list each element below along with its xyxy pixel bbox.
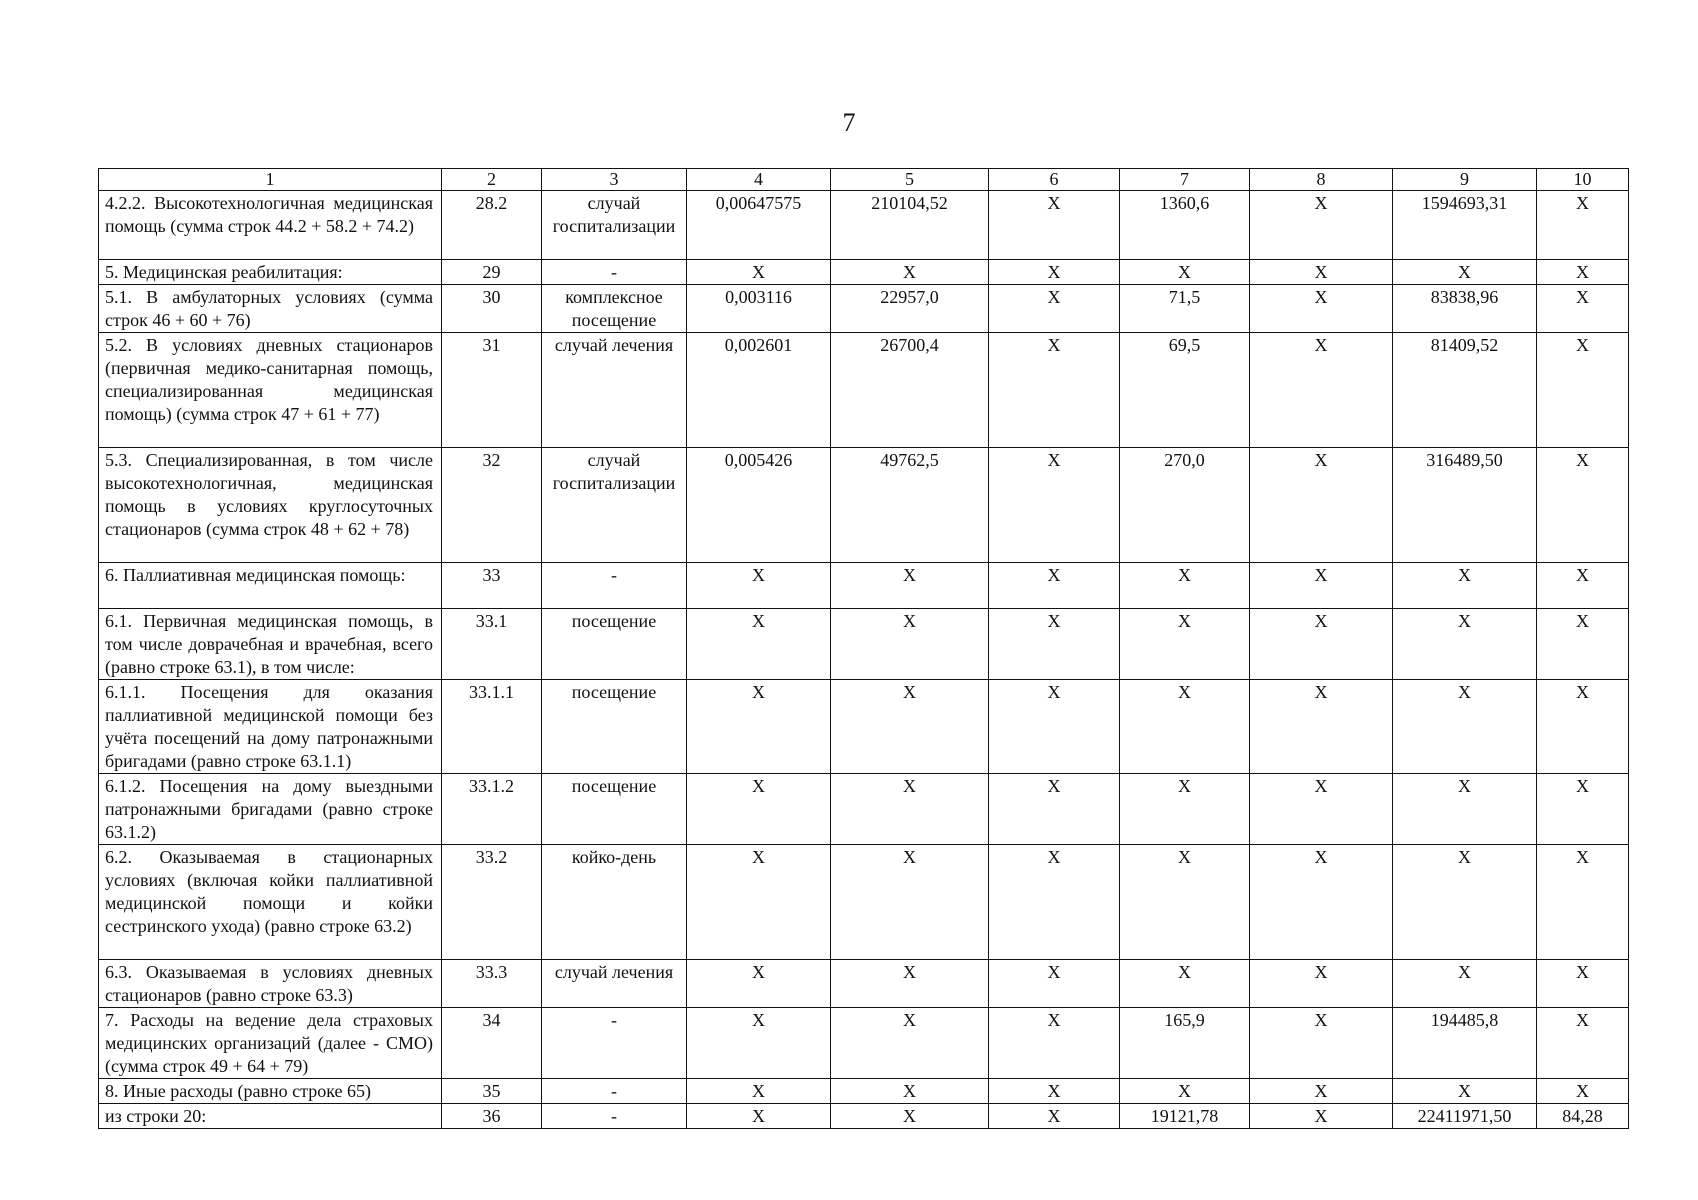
table-cell: X xyxy=(1120,960,1250,1008)
table-row xyxy=(99,1104,1629,1129)
table-cell: X xyxy=(989,1008,1120,1079)
table-cell: X xyxy=(989,1104,1120,1129)
table-cell: X xyxy=(1250,448,1393,563)
column-header: 9 xyxy=(1393,169,1537,191)
unit-cell: случай госпитализации xyxy=(542,191,687,260)
table-cell: X xyxy=(1250,960,1393,1008)
table-cell: X xyxy=(1120,680,1250,774)
row-label: 6.2. Оказываемая в стационарных условиях (включая койки паллиативной медицинской помощи и койки сестринского ухода) (равно строке 63.2) xyxy=(99,845,442,960)
column-header: 10 xyxy=(1537,169,1629,191)
table-cell: X xyxy=(687,680,831,774)
unit-cell: комплексное посещение xyxy=(542,285,687,333)
table-cell: X xyxy=(1537,845,1629,960)
table-cell: X xyxy=(687,1104,831,1129)
table-cell: 0,00647575 xyxy=(687,191,831,260)
column-header: 8 xyxy=(1250,169,1393,191)
column-header: 4 xyxy=(687,169,831,191)
table-cell: X xyxy=(1537,774,1629,845)
row-number: 36 xyxy=(442,1104,542,1129)
table-cell: X xyxy=(1250,285,1393,333)
row-label: 4.2.2. Высокотехнологичная медицинская помощь (сумма строк 44.2 + 58.2 + 74.2) xyxy=(99,191,442,260)
table-cell: X xyxy=(687,845,831,960)
table-cell: 194485,8 xyxy=(1393,1008,1537,1079)
row-number: 34 xyxy=(442,1008,542,1079)
table-cell: X xyxy=(1120,260,1250,285)
table-cell: X xyxy=(1250,609,1393,680)
row-label: 6. Паллиативная медицинская помощь: xyxy=(99,563,442,609)
table-cell: X xyxy=(1537,191,1629,260)
table-cell: X xyxy=(989,845,1120,960)
table-cell: X xyxy=(989,448,1120,563)
table-cell: X xyxy=(1393,845,1537,960)
table-cell: X xyxy=(989,285,1120,333)
row-number: 33.1 xyxy=(442,609,542,680)
table-cell: X xyxy=(831,1008,989,1079)
table-cell: 81409,52 xyxy=(1393,333,1537,448)
unit-cell: - xyxy=(542,1008,687,1079)
column-header: 5 xyxy=(831,169,989,191)
table-cell: X xyxy=(1250,260,1393,285)
row-label: 5.3. Специализированная, в том числе высокотехнологичная, медицинская помощь в условиях круглосуточных стационаров (сумма строк 48 + 62 + 78) xyxy=(99,448,442,563)
unit-cell: случай лечения xyxy=(542,960,687,1008)
table-cell: X xyxy=(687,563,831,609)
table-cell: X xyxy=(831,1079,989,1104)
unit-cell: - xyxy=(542,1079,687,1104)
table-cell: X xyxy=(1120,774,1250,845)
table-row xyxy=(99,960,1629,1008)
table-cell: X xyxy=(831,609,989,680)
table-cell: X xyxy=(831,260,989,285)
row-number: 33.1.2 xyxy=(442,774,542,845)
table-cell: 49762,5 xyxy=(831,448,989,563)
table-cell: X xyxy=(1537,563,1629,609)
table-cell: 69,5 xyxy=(1120,333,1250,448)
table-cell: X xyxy=(687,260,831,285)
table-cell: X xyxy=(831,680,989,774)
table-cell: X xyxy=(831,563,989,609)
table-cell: X xyxy=(1250,563,1393,609)
column-header: 2 xyxy=(442,169,542,191)
table-cell: 19121,78 xyxy=(1120,1104,1250,1129)
table-cell: X xyxy=(989,333,1120,448)
table-row xyxy=(99,774,1629,845)
data-table xyxy=(98,168,1629,1129)
column-header: 7 xyxy=(1120,169,1250,191)
table-cell: X xyxy=(989,1079,1120,1104)
table-cell: 270,0 xyxy=(1120,448,1250,563)
table-cell: 1360,6 xyxy=(1120,191,1250,260)
unit-cell: - xyxy=(542,1104,687,1129)
table-cell: X xyxy=(989,774,1120,845)
table-cell: 0,005426 xyxy=(687,448,831,563)
table-cell: X xyxy=(1250,1104,1393,1129)
table-cell: 210104,52 xyxy=(831,191,989,260)
table-cell: 316489,50 xyxy=(1393,448,1537,563)
row-label: 5.1. В амбулаторных условиях (сумма строк 46 + 60 + 76) xyxy=(99,285,442,333)
table-cell: X xyxy=(1250,1008,1393,1079)
unit-cell: койко-день xyxy=(542,845,687,960)
row-label: 8. Иные расходы (равно строке 65) xyxy=(99,1079,442,1104)
row-number: 29 xyxy=(442,260,542,285)
table-cell: X xyxy=(1393,563,1537,609)
row-number: 33 xyxy=(442,563,542,609)
table-cell: X xyxy=(989,609,1120,680)
row-label: из строки 20: xyxy=(99,1104,442,1129)
table-row xyxy=(99,1079,1629,1104)
table-cell: X xyxy=(1393,609,1537,680)
table-cell: X xyxy=(687,609,831,680)
table-row xyxy=(99,260,1629,285)
table-cell: X xyxy=(1120,1079,1250,1104)
column-header: 1 xyxy=(99,169,442,191)
table-cell: X xyxy=(1537,448,1629,563)
row-label: 5.2. В условиях дневных стационаров (первичная медико-санитарная помощь, специализированная медицинская помощь) (сумма строк 47 + 61 + 77) xyxy=(99,333,442,448)
row-label: 6.1. Первичная медицинская помощь, в том числе доврачебная и врачебная, всего (равно строке 63.1), в том числе: xyxy=(99,609,442,680)
unit-cell: посещение xyxy=(542,609,687,680)
table-cell: X xyxy=(1120,609,1250,680)
table-cell: 1594693,31 xyxy=(1393,191,1537,260)
table-row xyxy=(99,845,1629,960)
unit-cell: посещение xyxy=(542,680,687,774)
table-cell: X xyxy=(989,260,1120,285)
table-cell: 22411971,50 xyxy=(1393,1104,1537,1129)
row-number: 33.2 xyxy=(442,845,542,960)
table-cell: X xyxy=(831,774,989,845)
table-cell: 0,002601 xyxy=(687,333,831,448)
table-cell: 83838,96 xyxy=(1393,285,1537,333)
table-cell: X xyxy=(1393,260,1537,285)
row-label: 6.1.1. Посещения для оказания паллиативной медицинской помощи без учёта посещений на дому патронажными бригадами (равно строке 63.1.1) xyxy=(99,680,442,774)
table-row xyxy=(99,563,1629,609)
unit-cell: - xyxy=(542,260,687,285)
unit-cell: случай госпитализации xyxy=(542,448,687,563)
table-cell: X xyxy=(1250,1079,1393,1104)
unit-cell: случай лечения xyxy=(542,333,687,448)
row-label: 7. Расходы на ведение дела страховых медицинских организаций (далее - СМО) (сумма строк 49 + 64 + 79) xyxy=(99,1008,442,1079)
table-row xyxy=(99,609,1629,680)
table-cell: X xyxy=(1250,845,1393,960)
row-label: 6.1.2. Посещения на дому выездными патронажными бригадами (равно строке 63.1.2) xyxy=(99,774,442,845)
table-cell: 26700,4 xyxy=(831,333,989,448)
unit-cell: посещение xyxy=(542,774,687,845)
table-cell: X xyxy=(1250,774,1393,845)
table-cell: X xyxy=(687,960,831,1008)
table-cell: X xyxy=(989,191,1120,260)
table-cell: 165,9 xyxy=(1120,1008,1250,1079)
row-number: 32 xyxy=(442,448,542,563)
table-cell: X xyxy=(687,1008,831,1079)
unit-cell: - xyxy=(542,563,687,609)
table-row xyxy=(99,680,1629,774)
row-number: 31 xyxy=(442,333,542,448)
table-cell: X xyxy=(1120,563,1250,609)
table-cell: X xyxy=(1537,1079,1629,1104)
table-cell: X xyxy=(1250,333,1393,448)
table-cell: X xyxy=(1537,1008,1629,1079)
row-number: 35 xyxy=(442,1079,542,1104)
column-header: 6 xyxy=(989,169,1120,191)
column-header: 3 xyxy=(542,169,687,191)
table-row xyxy=(99,191,1629,260)
row-number: 28.2 xyxy=(442,191,542,260)
table-cell: X xyxy=(1537,333,1629,448)
table-cell: X xyxy=(1393,680,1537,774)
table-cell: X xyxy=(989,680,1120,774)
table-cell: X xyxy=(1537,285,1629,333)
column-number-row xyxy=(99,169,1629,191)
page-number: 7 xyxy=(842,108,856,137)
table-cell: X xyxy=(989,563,1120,609)
row-number: 33.1.1 xyxy=(442,680,542,774)
table-cell: X xyxy=(831,1104,989,1129)
table-cell: X xyxy=(1537,680,1629,774)
table-cell: 22957,0 xyxy=(831,285,989,333)
row-number: 33.3 xyxy=(442,960,542,1008)
table-cell: X xyxy=(1250,191,1393,260)
table-row xyxy=(99,448,1629,563)
table-cell: X xyxy=(1250,680,1393,774)
table-row xyxy=(99,1008,1629,1079)
table-cell: 84,28 xyxy=(1537,1104,1629,1129)
row-label: 5. Медицинская реабилитация: xyxy=(99,260,442,285)
row-label: 6.3. Оказываемая в условиях дневных стационаров (равно строке 63.3) xyxy=(99,960,442,1008)
table-cell: 71,5 xyxy=(1120,285,1250,333)
table-cell: X xyxy=(1537,960,1629,1008)
table-cell: X xyxy=(1537,609,1629,680)
table-cell: X xyxy=(1393,1079,1537,1104)
table-cell: X xyxy=(1393,960,1537,1008)
table-cell: X xyxy=(1393,774,1537,845)
table-cell: X xyxy=(831,960,989,1008)
row-number: 30 xyxy=(442,285,542,333)
table-cell: X xyxy=(989,960,1120,1008)
table-cell: X xyxy=(831,845,989,960)
table-row xyxy=(99,285,1629,333)
table-cell: X xyxy=(1120,845,1250,960)
table-cell: X xyxy=(687,1079,831,1104)
table-cell: X xyxy=(687,774,831,845)
table-row xyxy=(99,333,1629,448)
table-cell: X xyxy=(1537,260,1629,285)
table-cell: 0,003116 xyxy=(687,285,831,333)
